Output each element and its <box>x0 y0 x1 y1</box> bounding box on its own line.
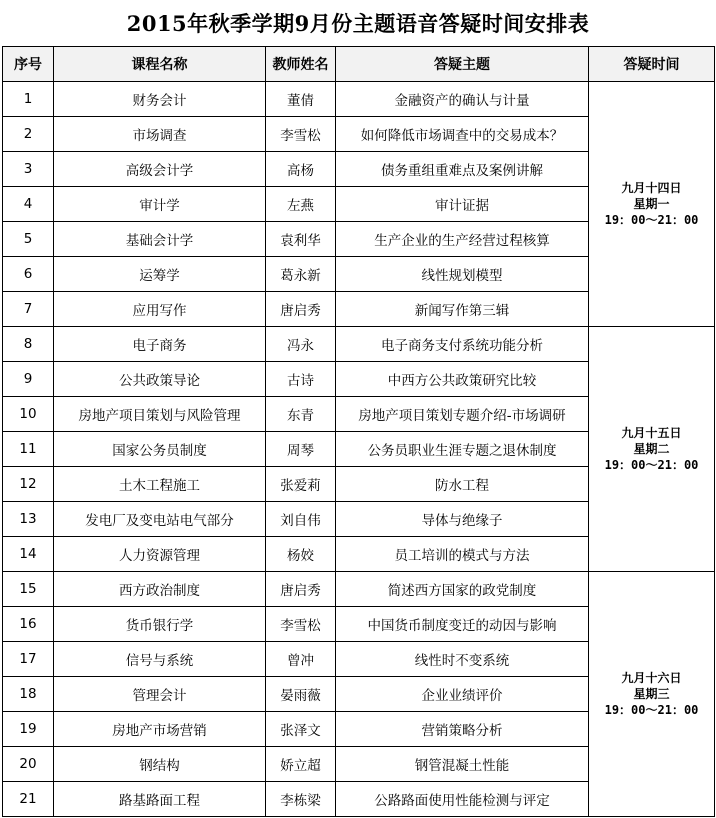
cell-topic: 公务员职业生涯专题之退休制度 <box>336 432 589 467</box>
cell-course: 管理会计 <box>54 677 266 712</box>
cell-teacher: 葛永新 <box>266 257 336 292</box>
header-row <box>3 47 715 82</box>
cell-no: 20 <box>3 747 54 782</box>
cell-no: 10 <box>3 397 54 432</box>
cell-course: 高级会计学 <box>54 152 266 187</box>
cell-no: 16 <box>3 607 54 642</box>
cell-no: 5 <box>3 222 54 257</box>
cell-course: 公共政策导论 <box>54 362 266 397</box>
cell-course: 发电厂及变电站电气部分 <box>54 502 266 537</box>
header-time: 答疑时间 <box>589 47 715 82</box>
cell-qa-time <box>589 82 715 327</box>
cell-teacher: 冯永 <box>266 327 336 362</box>
cell-topic: 线性规划模型 <box>336 257 589 292</box>
cell-no: 12 <box>3 467 54 502</box>
cell-no: 18 <box>3 677 54 712</box>
schedule-table <box>2 46 715 817</box>
cell-teacher: 袁利华 <box>266 222 336 257</box>
cell-teacher: 刘自伟 <box>266 502 336 537</box>
cell-teacher: 唐启秀 <box>266 572 336 607</box>
time-date: 九月十五日 <box>621 426 682 440</box>
cell-no: 17 <box>3 642 54 677</box>
cell-topic: 导体与绝缘子 <box>336 502 589 537</box>
cell-teacher: 周琴 <box>266 432 336 467</box>
cell-teacher: 左燕 <box>266 187 336 222</box>
cell-teacher: 东青 <box>266 397 336 432</box>
cell-teacher: 晏雨薇 <box>266 677 336 712</box>
cell-course: 运筹学 <box>54 257 266 292</box>
cell-course: 电子商务 <box>54 327 266 362</box>
cell-topic: 防水工程 <box>336 467 589 502</box>
cell-teacher: 李雪松 <box>266 117 336 152</box>
time-weekday: 星期三 <box>633 687 670 701</box>
cell-no: 21 <box>3 782 54 817</box>
cell-course: 审计学 <box>54 187 266 222</box>
table-row <box>3 327 715 362</box>
cell-topic: 企业业绩评价 <box>336 677 589 712</box>
time-hours: 19：00～21：00 <box>604 213 699 227</box>
cell-topic: 简述西方国家的政党制度 <box>336 572 589 607</box>
cell-course: 房地产市场营销 <box>54 712 266 747</box>
cell-no: 7 <box>3 292 54 327</box>
schedule-body <box>3 82 715 817</box>
cell-topic: 审计证据 <box>336 187 589 222</box>
time-weekday: 星期一 <box>633 197 670 211</box>
time-date: 九月十四日 <box>621 181 682 195</box>
header-topic: 答疑主题 <box>336 47 589 82</box>
header-teacher: 教师姓名 <box>266 47 336 82</box>
cell-teacher: 杨姣 <box>266 537 336 572</box>
cell-no: 1 <box>3 82 54 117</box>
cell-topic: 中国货币制度变迁的动因与影响 <box>336 607 589 642</box>
cell-topic: 生产企业的生产经营过程核算 <box>336 222 589 257</box>
cell-teacher: 张爱莉 <box>266 467 336 502</box>
cell-no: 8 <box>3 327 54 362</box>
cell-topic: 中西方公共政策研究比较 <box>336 362 589 397</box>
cell-course: 信号与系统 <box>54 642 266 677</box>
cell-topic: 公路路面使用性能检测与评定 <box>336 782 589 817</box>
time-hours: 19：00～21：00 <box>604 703 699 717</box>
time-date: 九月十六日 <box>621 671 682 685</box>
cell-teacher: 董倩 <box>266 82 336 117</box>
cell-no: 9 <box>3 362 54 397</box>
cell-course: 应用写作 <box>54 292 266 327</box>
cell-course: 西方政治制度 <box>54 572 266 607</box>
cell-qa-time <box>589 572 715 817</box>
header-course: 课程名称 <box>54 47 266 82</box>
cell-no: 6 <box>3 257 54 292</box>
table-row <box>3 572 715 607</box>
time-hours: 19：00～21：00 <box>604 458 699 472</box>
cell-topic: 员工培训的模式与方法 <box>336 537 589 572</box>
cell-course: 钢结构 <box>54 747 266 782</box>
cell-no: 4 <box>3 187 54 222</box>
header-no: 序号 <box>3 47 54 82</box>
cell-course: 基础会计学 <box>54 222 266 257</box>
cell-course: 货币银行学 <box>54 607 266 642</box>
cell-course: 人力资源管理 <box>54 537 266 572</box>
cell-course: 财务会计 <box>54 82 266 117</box>
cell-no: 14 <box>3 537 54 572</box>
cell-topic: 营销策略分析 <box>336 712 589 747</box>
cell-topic: 债务重组重难点及案例讲解 <box>336 152 589 187</box>
cell-topic: 电子商务支付系统功能分析 <box>336 327 589 362</box>
table-row <box>3 82 715 117</box>
cell-topic: 金融资产的确认与计量 <box>336 82 589 117</box>
cell-topic: 如何降低市场调查中的交易成本？ <box>336 117 589 152</box>
cell-teacher: 高杨 <box>266 152 336 187</box>
cell-teacher: 娇立超 <box>266 747 336 782</box>
cell-course: 土木工程施工 <box>54 467 266 502</box>
cell-qa-time <box>589 327 715 572</box>
cell-teacher: 曾冲 <box>266 642 336 677</box>
cell-no: 2 <box>3 117 54 152</box>
cell-teacher: 唐启秀 <box>266 292 336 327</box>
cell-topic: 钢管混凝土性能 <box>336 747 589 782</box>
cell-no: 3 <box>3 152 54 187</box>
cell-no: 11 <box>3 432 54 467</box>
cell-course: 房地产项目策划与风险管理 <box>54 397 266 432</box>
cell-no: 19 <box>3 712 54 747</box>
cell-course: 国家公务员制度 <box>54 432 266 467</box>
cell-teacher: 古诗 <box>266 362 336 397</box>
cell-teacher: 张泽文 <box>266 712 336 747</box>
cell-no: 13 <box>3 502 54 537</box>
page-title: 2015年秋季学期9月份主题语音答疑时间安排表 <box>126 11 590 36</box>
time-weekday: 星期二 <box>633 442 670 456</box>
cell-topic: 房地产项目策划专题介绍-市场调研 <box>336 397 589 432</box>
cell-no: 15 <box>3 572 54 607</box>
cell-topic: 线性时不变系统 <box>336 642 589 677</box>
cell-course: 市场调查 <box>54 117 266 152</box>
cell-course: 路基路面工程 <box>54 782 266 817</box>
cell-topic: 新闻写作第三辑 <box>336 292 589 327</box>
cell-teacher: 李栋梁 <box>266 782 336 817</box>
cell-teacher: 李雪松 <box>266 607 336 642</box>
